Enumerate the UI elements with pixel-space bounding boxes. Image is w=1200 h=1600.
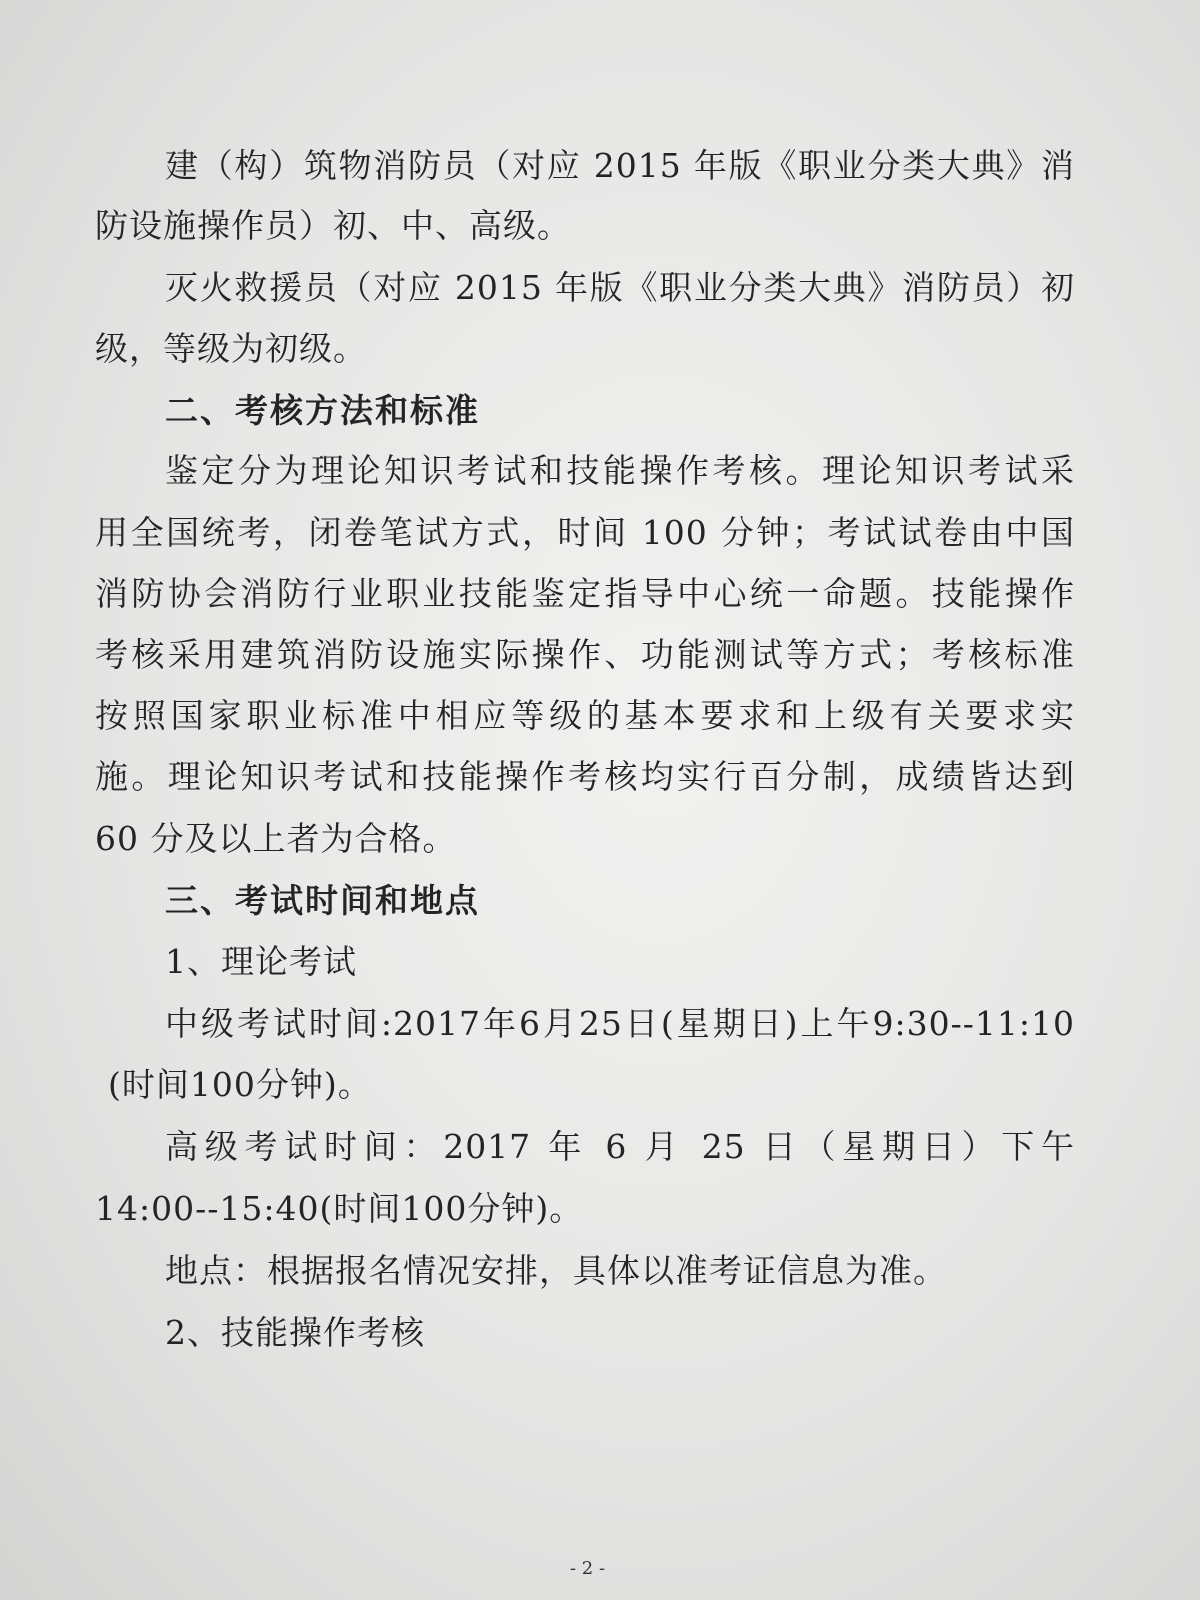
paragraph-line: 灭火救援员（对应 2015 年版《职业分类大典》消防员）初 (165, 268, 1075, 307)
exam-location-line: 地点：根据报名情况安排，具体以准考证信息为准。 (165, 1251, 947, 1290)
paragraph-line: 按照国家职业标准中相应等级的基本要求和上级有关要求实 (95, 696, 1075, 735)
paragraph-line: 鉴定分为理论知识考试和技能操作考核。理论知识考试采 (165, 451, 1075, 490)
subsection-heading: 1、理论考试 (165, 942, 357, 981)
subsection-heading: 2、技能操作考核 (165, 1313, 425, 1352)
paragraph-line: 60 分及以上者为合格。 (95, 819, 457, 858)
paragraph-line: 用全国统考，闭卷笔试方式，时间 100 分钟；考试试卷由中国 (95, 513, 1075, 552)
exam-time-line: 中级考试时间:2017年6月25日(星期日)上午9:30--11:10 (165, 1004, 1075, 1043)
paragraph-line: 建（构）筑物消防员（对应 2015 年版《职业分类大典》消 (165, 146, 1075, 185)
page-number: - 2 - (569, 1558, 606, 1579)
exam-time-line: 14:00--15:40(时间100分钟)。 (95, 1189, 584, 1228)
paragraph-line: 防设施操作员）初、中、高级。 (95, 206, 571, 245)
section-heading: 三、考试时间和地点 (165, 881, 480, 920)
paragraph-line: 消防协会消防行业职业技能鉴定指导中心统一命题。技能操作 (95, 574, 1075, 613)
paragraph-line: 施。理论知识考试和技能操作考核均实行百分制，成绩皆达到 (95, 757, 1075, 796)
paragraph-line: 级，等级为初级。 (95, 329, 367, 368)
exam-time-line: (时间100分钟)。 (108, 1065, 372, 1104)
exam-time-line: 高级考试时间：2017 年 6 月 25 日（星期日）下午 (165, 1127, 1075, 1166)
section-heading: 二、考核方法和标准 (165, 391, 480, 430)
paragraph-line: 考核采用建筑消防设施实际操作、功能测试等方式；考核标准 (95, 635, 1075, 674)
